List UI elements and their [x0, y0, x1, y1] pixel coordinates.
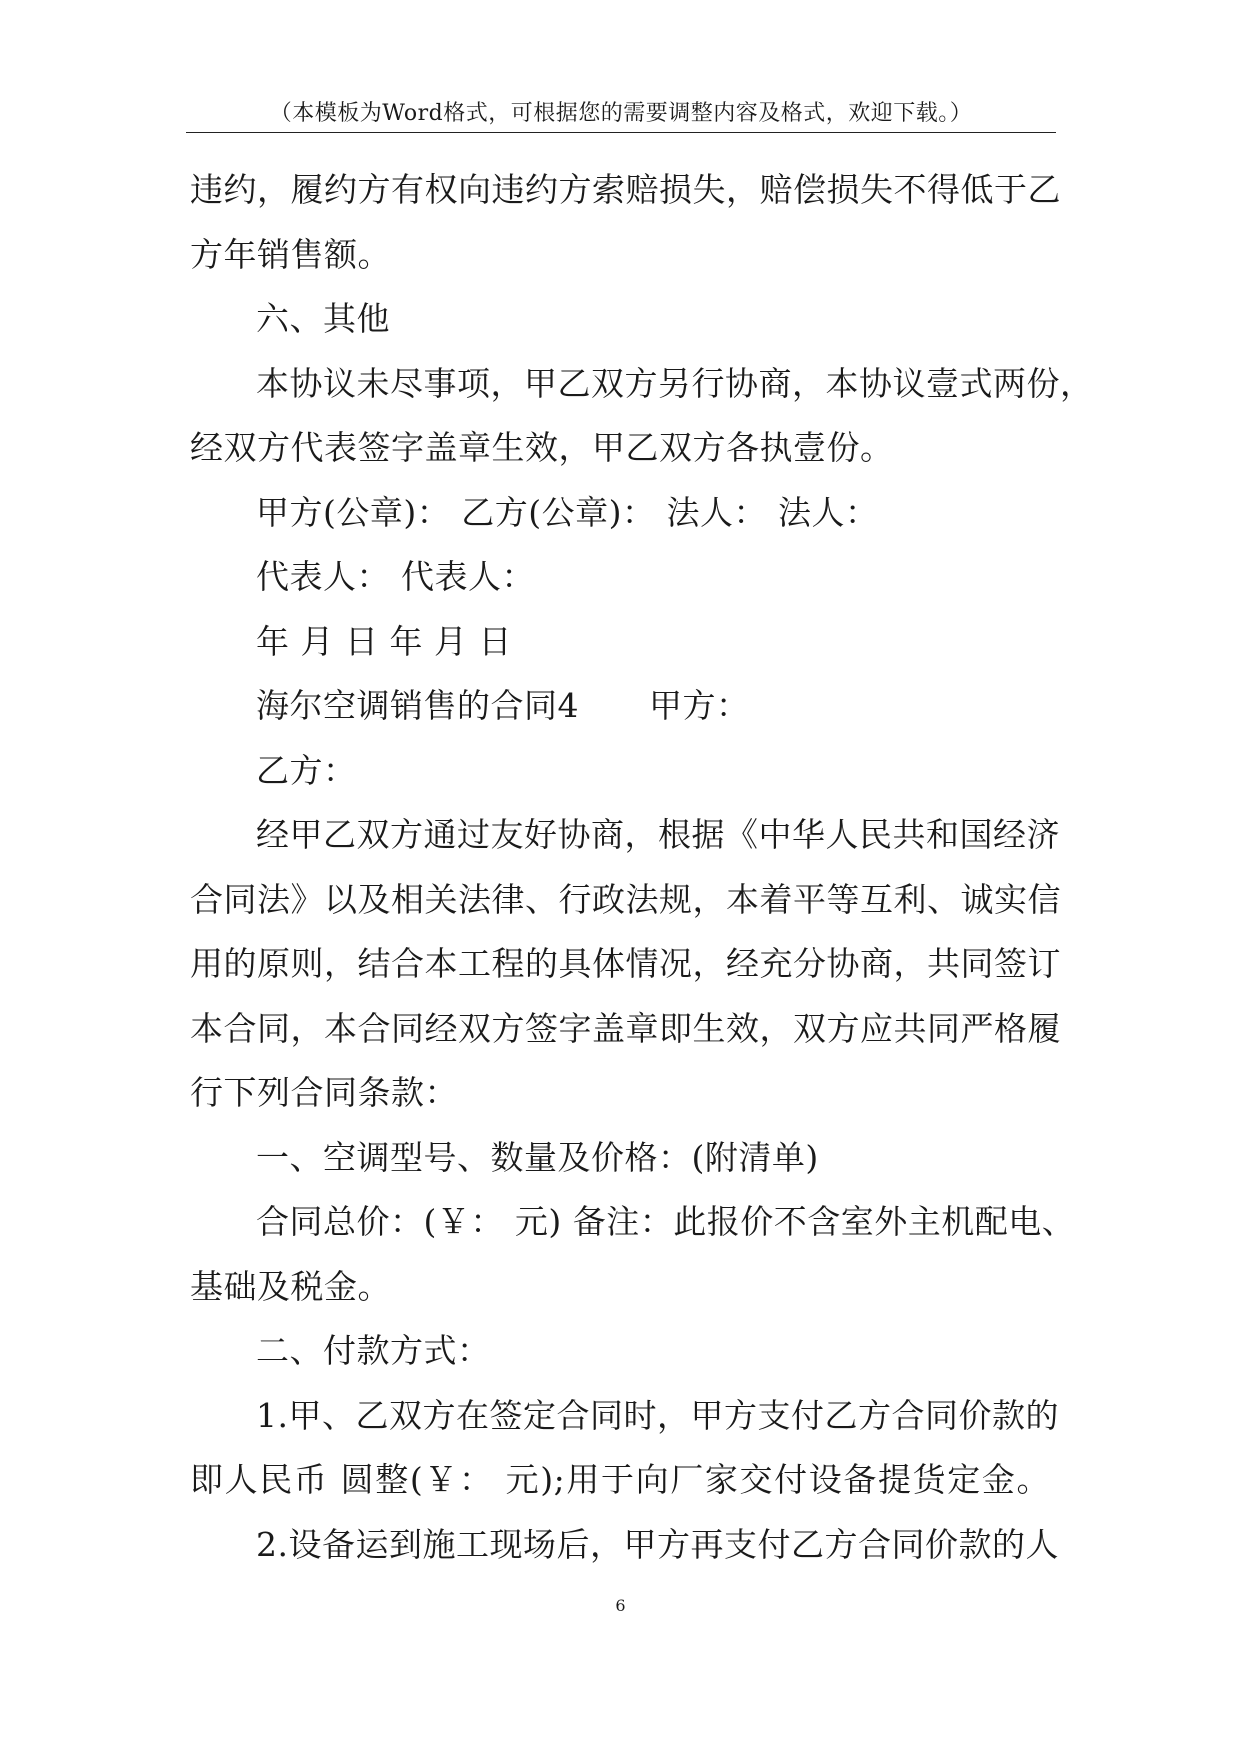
text-line-content: 合同总价：(￥： 元) 备注：此报价不含室外主机配电、 — [256, 1202, 1076, 1241]
text-line — [190, 1061, 1050, 1126]
text-line — [190, 610, 1050, 675]
text-line-content: 方年销售额。 — [190, 234, 391, 274]
text-line-content: 1.甲、乙双方在签定合同时，甲方支付乙方合同价款的 — [256, 1395, 1059, 1435]
text-line-content: 合同法》以及相关法律、行政法规，本着平等互利、诚实信 — [190, 879, 1061, 919]
text-line — [190, 1126, 1050, 1191]
text-line-content: 经双方代表签字盖章生效，甲乙双方各执壹份。 — [190, 428, 894, 467]
text-line-content: 违约，履约方有权向违约方索赔损失，赔偿损失不得低于乙 — [190, 170, 1061, 209]
text-line — [190, 223, 1050, 288]
text-line-content: 本合同，本合同经双方签字盖章即生效，双方应共同严格履 — [190, 1008, 1061, 1048]
text-line — [190, 481, 1050, 546]
text-line — [190, 932, 1061, 997]
text-line-content: 乙方： — [256, 750, 357, 790]
text-line — [190, 803, 1060, 868]
text-line — [190, 1255, 1050, 1320]
text-line-content: 行下列合同条款： — [190, 1073, 458, 1112]
text-line — [190, 1319, 1050, 1384]
text-line-content: 本协议未尽事项，甲乙双方另行协商，本协议壹式两份， — [256, 363, 1094, 403]
text-line — [190, 997, 1061, 1062]
text-line-content: 用的原则，结合本工程的具体情况，经充分协商，共同签订 — [190, 944, 1061, 983]
page-header-note: （本模板为Word格式，可根据您的需要调整内容及格式，欢迎下载。） — [186, 96, 1056, 133]
text-line-content: 六、其他 — [256, 299, 390, 338]
document-body — [190, 158, 1094, 1577]
text-line-content: 2.设备运到施工现场后，甲方再支付乙方合同价款的人 — [256, 1524, 1059, 1564]
page-number: 6 — [615, 1596, 626, 1615]
text-line-content: 海尔空调销售的合同4 — [256, 686, 579, 725]
text-line-content: 即人民币 圆整(￥： 元);用于向厂家交付设备提货定金。 — [190, 1460, 1050, 1499]
text-line — [190, 416, 1050, 481]
text-line-content: 代表人： 代表人： — [256, 557, 535, 596]
text-line-content: 基础及税金。 — [190, 1266, 391, 1306]
text-line — [190, 1384, 1059, 1449]
text-line — [190, 352, 1094, 417]
text-line — [190, 287, 1050, 352]
text-line — [190, 158, 1061, 223]
text-line — [190, 868, 1061, 933]
text-line-suffix: 甲方： — [649, 686, 750, 725]
text-line — [190, 1513, 1059, 1578]
text-line-content: 甲方(公章)： 乙方(公章)： 法人： 法人： — [256, 492, 879, 532]
text-line-content: 二、付款方式： — [256, 1331, 491, 1370]
text-line-content: 一、空调型号、数量及价格：(附清单) — [256, 1137, 819, 1177]
text-line-content: 经甲乙双方通过友好协商，根据《中华人民共和国经济 — [256, 815, 1060, 854]
text-line — [190, 739, 1050, 804]
text-line — [190, 674, 1050, 739]
text-line — [190, 1448, 1050, 1513]
text-line — [190, 545, 1050, 610]
text-line-content: 年 月 日 年 月 日 — [256, 621, 512, 661]
text-line — [190, 1190, 1076, 1255]
